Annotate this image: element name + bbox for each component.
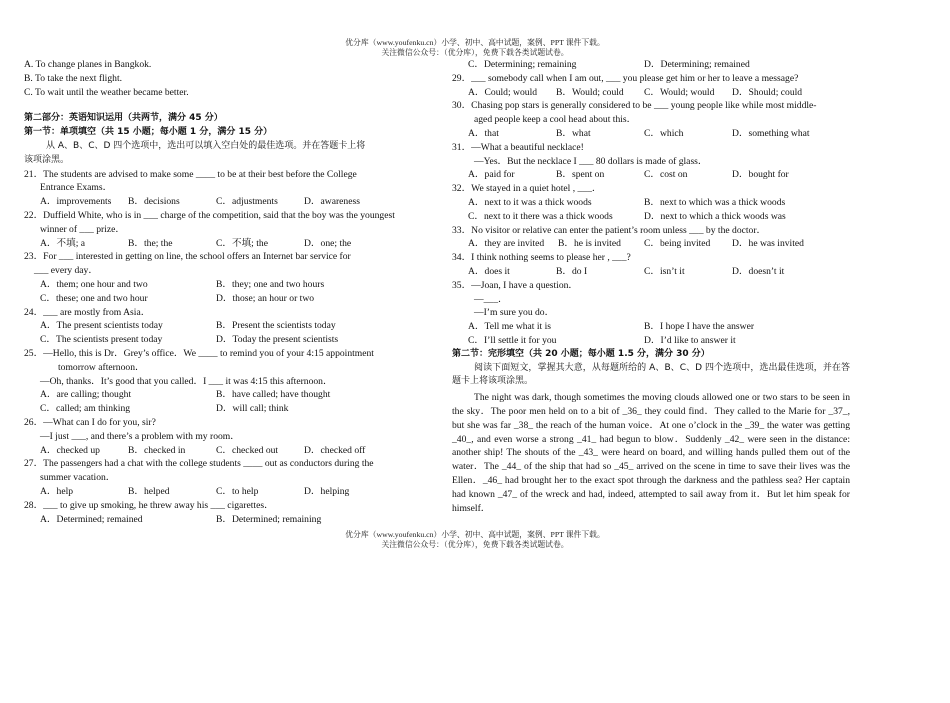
question-21-cont: Entrance Exams． [40, 182, 113, 194]
question-30-options [452, 127, 850, 141]
question-27: 27．The passengers had a chat with the college students ____ out as conductors during the [24, 458, 374, 470]
question-23: 23．For ___ interested in getting on line, the school offers an Internet bar service for [24, 251, 351, 263]
question-31-reply: —Yes．But the necklace I ___ 80 dollars is made of glass． [474, 155, 708, 167]
question-23-options-ab [24, 278, 429, 292]
question-26: 26．—What can I do for you, sir? [24, 416, 156, 428]
question-35-options-ab [452, 320, 850, 334]
footer-line-1: 优分库（www.youfenku.cn）小学、初中、高中试题，案例、PPT 课件下载。 [345, 530, 605, 539]
option-d: D．Today the present scientists [216, 334, 339, 346]
question-32-options-ab [452, 196, 850, 210]
question-26-options [24, 444, 429, 458]
option-a: A．The present scientists today [40, 320, 163, 332]
option-d: D．doesn’t it [732, 265, 785, 277]
question-32: 32．We stayed in a quiet hotel , ___． [452, 183, 602, 195]
option-c: C．to help [216, 485, 259, 497]
option-d: D．something what [732, 127, 810, 139]
header-line-2: 关注微信公众号：（优分库），免费下载各类试题试卷。 [381, 48, 569, 57]
option-a: A．不填; a [40, 237, 86, 249]
question-32-options-cd [452, 210, 850, 224]
option-a: A．Tell me what it is [468, 321, 551, 333]
option-a: A．help [40, 485, 74, 497]
option-d: D．will call; think [216, 403, 289, 415]
option-b: B．they; one and two hours [216, 278, 325, 290]
option-c: C．called; am thinking [40, 403, 131, 415]
option-b: B．do I [556, 265, 588, 277]
option-d: D．checked off [304, 444, 366, 456]
question-30-cont: aged people keep a cool head about this． [474, 114, 637, 126]
option-b: B．checked in [128, 444, 186, 456]
option-a: A．paid for [468, 169, 515, 181]
page-footer [0, 530, 950, 550]
option-c: C．不填; the [216, 237, 268, 249]
option-a: A．next to it was a thick woods [468, 196, 592, 208]
question-29: 29．___ somebody call when I am out, ___ you please get him or her to leave a message? [452, 72, 799, 84]
option-b: B．next to which was a thick woods [644, 196, 786, 208]
question-23-options-cd [24, 292, 429, 306]
section2-instruction: 阅读下面短文，掌握其大意，从每题所给的 A、B、C、D 四个选项中，选出最佳选项，并在答题卡上将该项涂黑。 [452, 362, 850, 387]
question-33: 33．No visitor or relative can enter the patient’s room unless ___ by the doctor． [452, 224, 767, 236]
option-a: A．checked up [40, 444, 100, 456]
question-27-options [24, 485, 429, 499]
part2-title: 第二部分：英语知识运用（共两节，满分 45 分） [24, 113, 223, 124]
question-22: 22．Duffield White, who is in ___ charge of the competition, said that the boy was the youngest [24, 209, 395, 221]
question-31-options [452, 168, 850, 182]
question-35: 35．—Joan, I have a question． [452, 279, 579, 291]
option-c: C．The scientists present today [40, 334, 163, 346]
question-33-options [452, 237, 850, 251]
option-c: C．isn’t it [644, 265, 685, 277]
footer-line-2: 关注微信公众号：（优分库），免费下载各类试题试卷。 [381, 540, 569, 549]
question-24-options-ab [24, 319, 429, 333]
right-column [452, 58, 850, 515]
question-35-options-cd [452, 334, 850, 348]
option-b: B．the; the [128, 237, 173, 249]
page-header [0, 38, 950, 58]
option-line: B. To take the next flight. [24, 72, 123, 84]
option-c: C．Determining; remaining [468, 59, 577, 70]
option-b: B．Determined; remaining [216, 513, 322, 525]
option-c: C．cost on [644, 169, 688, 181]
question-25-reply: —Oh, thanks．It’s good that you called．I ___ it was 4:15 this afternoon． [40, 375, 333, 387]
header-line-1: 优分库（www.youfenku.cn）小学、初中、高中试题，案例、PPT 课件下载。 [345, 38, 605, 47]
option-a: A．they are invited [468, 238, 545, 250]
option-c: C．these; one and two hour [40, 292, 148, 304]
question-24-options-cd [24, 333, 429, 347]
option-c: C．checked out [216, 444, 279, 456]
option-a: A．are calling; thought [40, 389, 132, 401]
question-26-reply: —I just ___, and there’s a problem with my room． [40, 430, 240, 442]
option-d: D．Should; could [732, 86, 803, 98]
option-a: A．that [468, 127, 499, 139]
option-c: C．adjustments [216, 196, 278, 208]
option-a: A．improvements [40, 196, 112, 208]
section1-instruction: 从 A、B、C、D 四个选项中，选出可以填入空白处的最佳选项。并在答题卡上将 [46, 140, 366, 151]
option-c: C．being invited [644, 238, 711, 250]
option-d: D．those; an hour or two [216, 292, 315, 304]
option-c: C．I’ll settle it for you [468, 334, 557, 346]
option-a: A．Determined; remained [40, 513, 143, 525]
option-d: D．one; the [304, 237, 352, 249]
option-b: B．spent on [556, 169, 605, 181]
option-d: D．Determining; remained [644, 59, 750, 70]
option-b: B．he is invited [558, 238, 621, 250]
option-b: B．helped [128, 485, 170, 497]
option-d: D．helping [304, 485, 350, 497]
question-34: 34．I think nothing seems to please her , ___? [452, 252, 631, 264]
option-d: D．I’d like to answer it [644, 334, 736, 346]
question-25: 25．—Hello, this is Dr．Grey’s office．We ____ to remind you of your 4:15 appointment [24, 347, 374, 359]
section2-title: 第二节：完形填空（共 20 小题；每小题 1.5 分，满分 30 分） [452, 348, 710, 359]
cloze-passage: The night was dark, though sometimes the moving clouds allowed one or two stars to be seen in the sky．The poor men held on to a bit of _36_ they could find．They called to the Marie for _37_, but she was far _38_ the reach of the human voice．At one o’clock in the _39_ the water was getting _40_, and even worse a strong _41_ had begun to blow．Suddenly _42_ were seen in the distance: another ship! The shouts of the _43_ were heard on board, and willing hands pulled them out of the water．The _44_ of the ship that had so _45_ arrived on the scene in time to save their lives was the Ellen．_46_ had brought her to the exact spot through the darkness and the pathless sea? Her captain had known _47_ of the wreck and had, indeed, attempted to sail away from it．But let him speak for himself． [452, 392, 850, 514]
question-25-options-cd [24, 402, 429, 416]
left-column [24, 58, 429, 526]
question-29-options [452, 86, 850, 100]
question-27-cont: summer vacation． [40, 472, 116, 484]
option-b: B．Present the scientists today [216, 320, 336, 332]
option-c: C．which [644, 127, 684, 139]
question-22-cont: winner of ___ prize． [40, 223, 125, 235]
option-d: D．next to which a thick woods was [644, 210, 786, 222]
option-a: A．does it [468, 265, 510, 277]
option-b: B．Would; could [556, 86, 624, 98]
option-d: D．he was invited [732, 238, 804, 250]
question-28: 28．___ to give up smoking, he threw away his ___ cigarettes． [24, 499, 274, 511]
option-b: B．have called; have thought [216, 389, 331, 401]
option-c: C．next to it there was a thick woods [468, 210, 613, 222]
question-21: 21．The students are advised to make some ____ to be at their best before the College [24, 168, 357, 180]
option-d: D．awareness [304, 196, 360, 208]
option-c: C．Would; would [644, 86, 715, 98]
question-22-options [24, 237, 429, 251]
option-a: A．Could; would [468, 86, 538, 98]
question-25-options-ab [24, 388, 429, 402]
question-35-reply-1: —___． [474, 293, 508, 305]
option-a: A．them; one hour and two [40, 278, 148, 290]
section1-instruction-cont: 该项涂黑。 [24, 154, 70, 165]
option-line: A. To change planes in Bangkok. [24, 59, 152, 70]
question-21-options [24, 195, 429, 209]
question-34-options [452, 265, 850, 279]
option-b: B．decisions [128, 196, 180, 208]
question-23-cont: ___ every day． [34, 265, 98, 277]
option-b: B．what [556, 127, 591, 139]
question-25-cont: tomorrow afternoon． [58, 361, 145, 373]
section1-title: 第一节：单项填空（共 15 小题；每小题 1 分，满分 15 分） [24, 127, 273, 138]
question-30: 30．Chasing pop stars is generally considered to be ___ young people like while most middle- [452, 100, 817, 112]
question-24: 24．___ are mostly from Asia． [24, 306, 151, 318]
question-28-options-ab [24, 513, 429, 527]
option-b: B．I hope I have the answer [644, 321, 755, 333]
question-35-reply-2: —I’m sure you do． [474, 307, 555, 319]
question-31: 31．—What a beautiful necklace! [452, 141, 584, 153]
option-d: D．bought for [732, 169, 789, 181]
option-line: C. To wait until the weather became better. [24, 86, 189, 98]
question-28-options-cd [452, 58, 850, 72]
